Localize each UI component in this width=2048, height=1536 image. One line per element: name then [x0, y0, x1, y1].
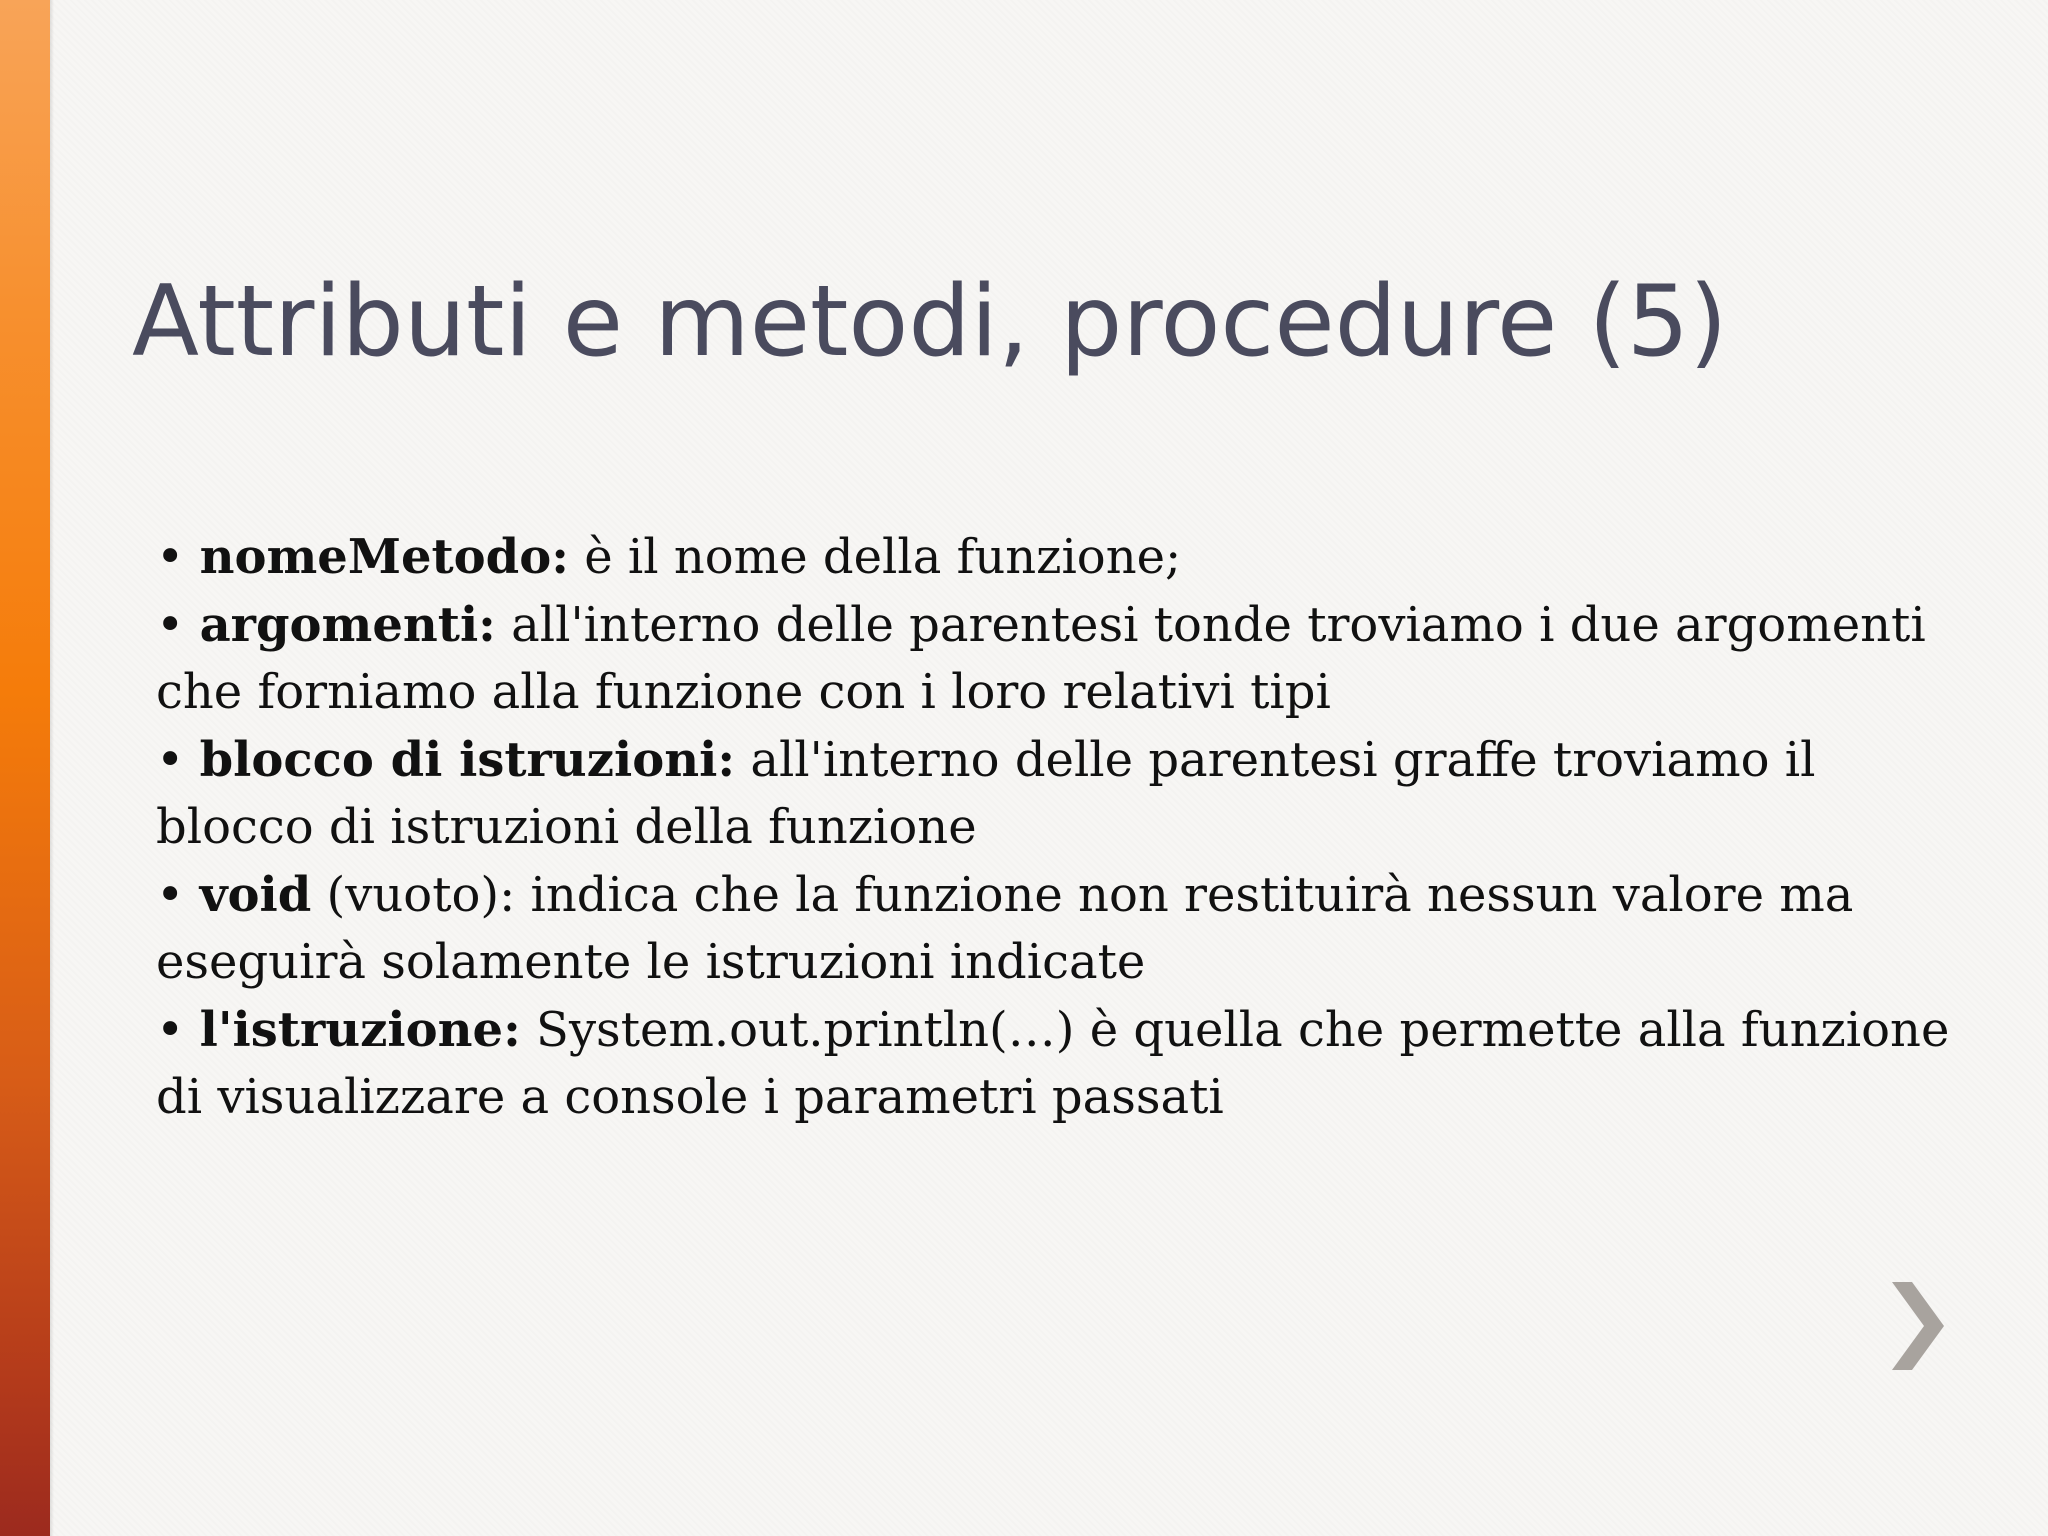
- term-argomenti: argomenti:: [199, 596, 496, 653]
- term-istruzione: l'istruzione:: [199, 1001, 521, 1058]
- slide-title: Attributi e metodi, procedure (5): [132, 265, 1728, 379]
- list-item: [156, 524, 1986, 592]
- chevron-right-shape: [1892, 1282, 1944, 1370]
- bullet: •: [156, 529, 185, 585]
- bullet: •: [156, 596, 185, 653]
- bullet: •: [156, 1001, 185, 1058]
- bullet: •: [156, 731, 185, 788]
- term-void: void: [199, 866, 312, 923]
- term-nome-metodo: nomeMetodo:: [199, 529, 569, 585]
- accent-side-bar-shadow: [50, 0, 54, 1536]
- description-istruzione: System.out.println(…) è quella che permette alla funzione di visualizzare a console i parametri passati: [156, 1001, 1950, 1125]
- chevron-right-icon[interactable]: [1888, 1276, 1948, 1376]
- list-item: [156, 997, 1986, 1132]
- description-blocco-di-istruzioni: all'interno delle parentesi graffe troviamo il blocco di istruzioni della funzione: [156, 731, 1816, 855]
- term-blocco-di-istruzioni: blocco di istruzioni:: [199, 731, 736, 788]
- description-argomenti: all'interno delle parentesi tonde troviamo i due argomenti che forniamo alla funzione con i loro relativi tipi: [156, 596, 1926, 720]
- accent-side-bar: [0, 0, 50, 1536]
- description-nome-metodo: è il nome della funzione;: [568, 529, 1182, 585]
- bullet: •: [156, 866, 185, 923]
- list-item: [156, 727, 1986, 862]
- bullet-list: [156, 524, 1986, 1132]
- list-item: [156, 592, 1986, 727]
- list-item: [156, 862, 1986, 997]
- description-void: (vuoto): indica che la funzione non restituirà nessun valore ma eseguirà solamente le istruzioni indicate: [156, 866, 1854, 990]
